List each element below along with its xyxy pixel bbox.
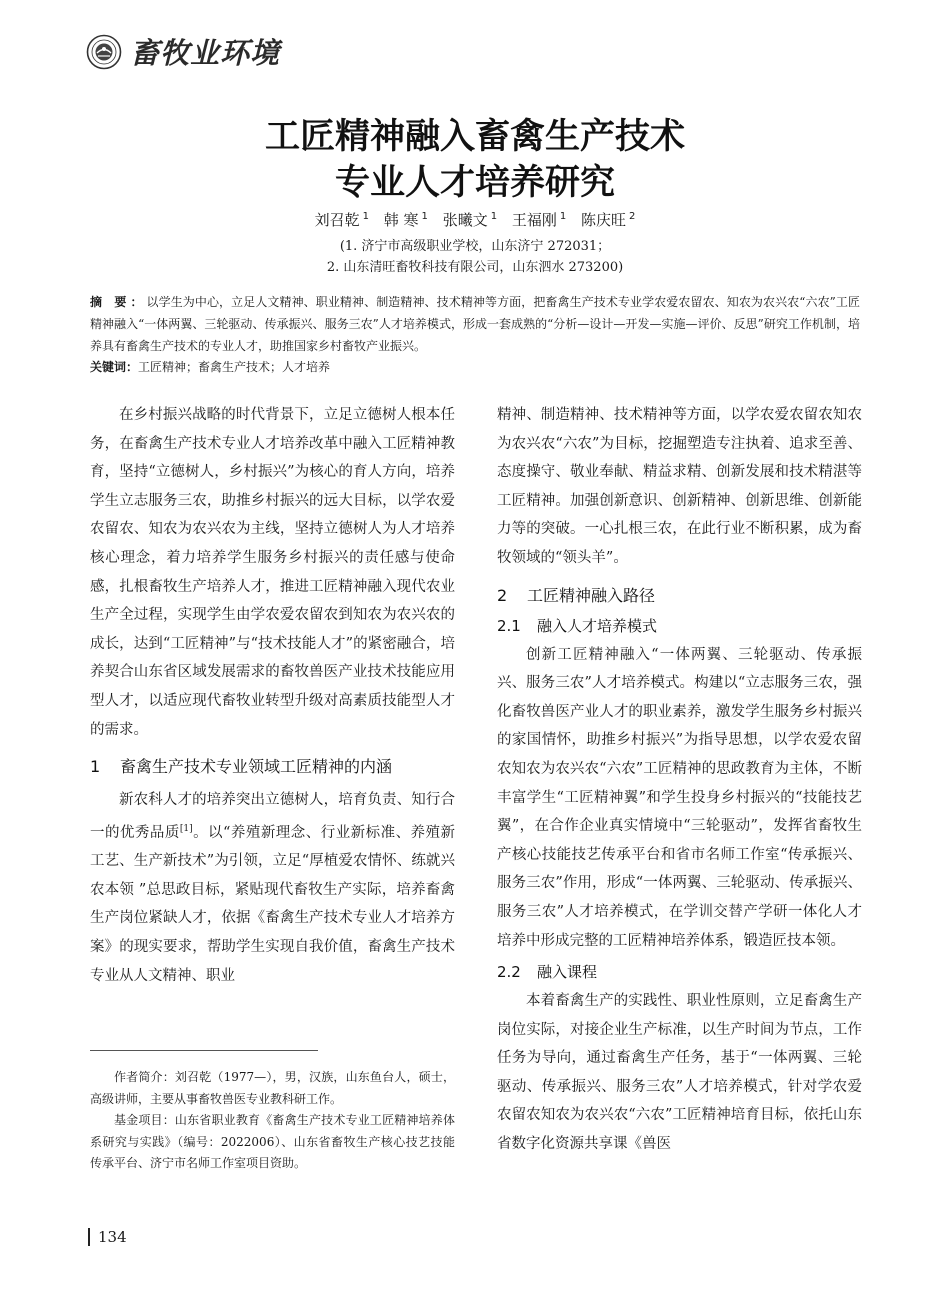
paper-title-line1: 工匠精神融入畜禽生产技术 [264,117,685,157]
intro-paragraph: 在乡村振兴战略的时代背景下，立足立德树人根本任务，在畜禽生产技术专业人才培养改革中融入工匠精神教育，坚持“立德树人，乡村振兴”为核心的育人方向，培养学生立志服务三农，助推乡村振兴的远大目标，以学农爱农留农、知农为农兴农为主线，坚持立德树人为人才培养核心理念，着力培养学生服务乡村振兴的责任感与使命感，扎根畜牧生产培养人才，推进工匠精神融入现代农业生产全过程，实现学生由学农爱农留农到知农为农兴农的成长，达到“工匠精神”与“技术技能人才”的紧密融合，培养契合山东省区域发展需求的畜牧兽医产业技术技能应用型人才，以适应现代畜牧业转型升级对高素质技能型人才的需求。 [90,407,455,738]
body-column-right [497,401,862,1159]
author: 张曦文 $^1$ [442,211,498,229]
keywords [90,357,860,377]
citation-ref: [1] [179,823,193,834]
section-2-1-paragraph: 创新工匠精神融入“一体两翼、三轮驱动、传承振兴、服务三农”人才培养模式。构建以“立志服务三农，强化畜牧兽医产业人才的职业素养，激发学生服务乡村振兴的家国情怀，助推乡村振兴”为指导思想，以学农爱农留农知农为农兴农“六农”工匠精神的思政教育为主体，不断丰富学生“工匠精神翼”和学生投身乡村振兴的“技能技艺翼”，在合作企业真实情境中“三轮驱动”，发挥省畜牧生产核心技能技艺传承平台和省市名师工作室“传承振兴、服务三农”作用，形成“一体两翼、三轮驱动、传承振兴、服务三农”人才培养模式，在学训交替产学研一体化人才培养中形成完整的工匠精神培养体系，锻造匠技本领。 [497,646,862,949]
section-2-2-heading: 2.2 融入课程 [497,963,598,982]
section-1-paragraph-continued: 精神、制造精神、技术精神等方面，以学农爱农留农知农为农兴农“六农”为目标，挖掘塑造专注执着、追求至善、态度操守、敬业奉献、精益求精、创新发展和技术精湛等工匠精神。加强创新意识、创新精神、创新思维、创新能力等的突破。一心扎根三农，在此行业不断积累，成为畜牧领域的“领头羊”。 [497,407,862,566]
footnote-divider [90,1050,318,1051]
section-1-heading: 1 畜禽生产技术专业领域工匠精神的内涵 [90,757,393,777]
section-2-2-paragraph: 本着畜禽生产的实践性、职业性原则，立足畜禽生产岗位实际，对接企业生产标准，以生产时间为节点，工作任务为导向，通过畜禽生产任务，基于“一体两翼、三轮驱动、传承振兴、服务三农”人才培养模式，针对学农爱农留农知农为农兴农“六农”工匠精神培育目标，依托山东省数字化资源共享课《兽医 [497,993,862,1153]
keywords-label: 关键词： [90,360,139,374]
journal-name: 畜牧业环境 [130,36,281,70]
abstract-text: 以学生为中心，立足人文精神、职业精神、制造精神、技术精神等方面，把畜禽生产技术专业学农爱农留农、知农为农兴农“六农”工匠精神融入“一体两翼、三轮驱动、传承振兴、服务三农”人才培养模式，形成一套成熟的“分析—设计—开发—实施—评价、反思”研究工作机制，培养具有畜禽生产技术的专业人才，助推国家乡村畜牧产业振兴。 [90,295,860,353]
paper-title-line2: 专业人才培养研究 [334,163,615,203]
author: 王福刚 $^1$ [511,211,567,229]
keywords-text: 工匠精神；畜禽生产技术；人才培养 [138,360,331,374]
affiliation-line2: 2. 山东清旺畜牧科技有限公司，山东泗水 273200) [326,260,624,275]
footnote-author: 作者简介：刘召乾（1977—），男，汉族，山东鱼台人，硕士，高级讲师，主要从事畜牧兽医专业教科研工作。 [90,1070,455,1106]
author: 刘召乾 $^1$ [314,211,369,229]
abstract-label: 摘 要： [90,295,147,309]
abstract [90,291,860,357]
journal-logo [86,34,281,74]
affiliation-line1: (1. 济宁市高级职业学校，山东济宁 272031； [339,239,611,254]
footnote-fund: 基金项目：山东省职业教育《畜禽生产技术专业工匠精神培养体系研究与实践》（编号：2022006）、山东省畜牧生产核心技艺技能传承平台、济宁市名师工作室项目资助。 [90,1113,455,1170]
page-number-bar [88,1228,90,1246]
footnote [90,1067,455,1175]
author-list [0,206,950,231]
section-2-heading: 2 工匠精神融入路径 [497,585,656,605]
body-column-left [90,401,455,990]
author: 韩 寒 $^1$ [383,211,428,229]
page-number: 134 [98,1228,127,1246]
author: 陈庆旺 $^2$ [581,211,636,229]
section-1-paragraph: 新农科人才的培养突出立德树人，培育负责、知行合一的优秀品质[1]。以“养殖新理念、行业新标准、养殖新工艺、生产新技术”为引领，立足“厚植爱农情怀、练就兴农本领 ”总思政目标，紧贴现代畜牧生产实际，培养畜禽生产岗位紧缺人才，依据《畜禽生产技术专业人才培养方案》的现实要求，帮助学生实现自我价值，畜禽生产技术专业从人文精神、职业 [90,792,456,984]
section-2-1-heading: 2.1 融入人才培养模式 [497,616,658,635]
journal-seal-icon [86,34,122,70]
